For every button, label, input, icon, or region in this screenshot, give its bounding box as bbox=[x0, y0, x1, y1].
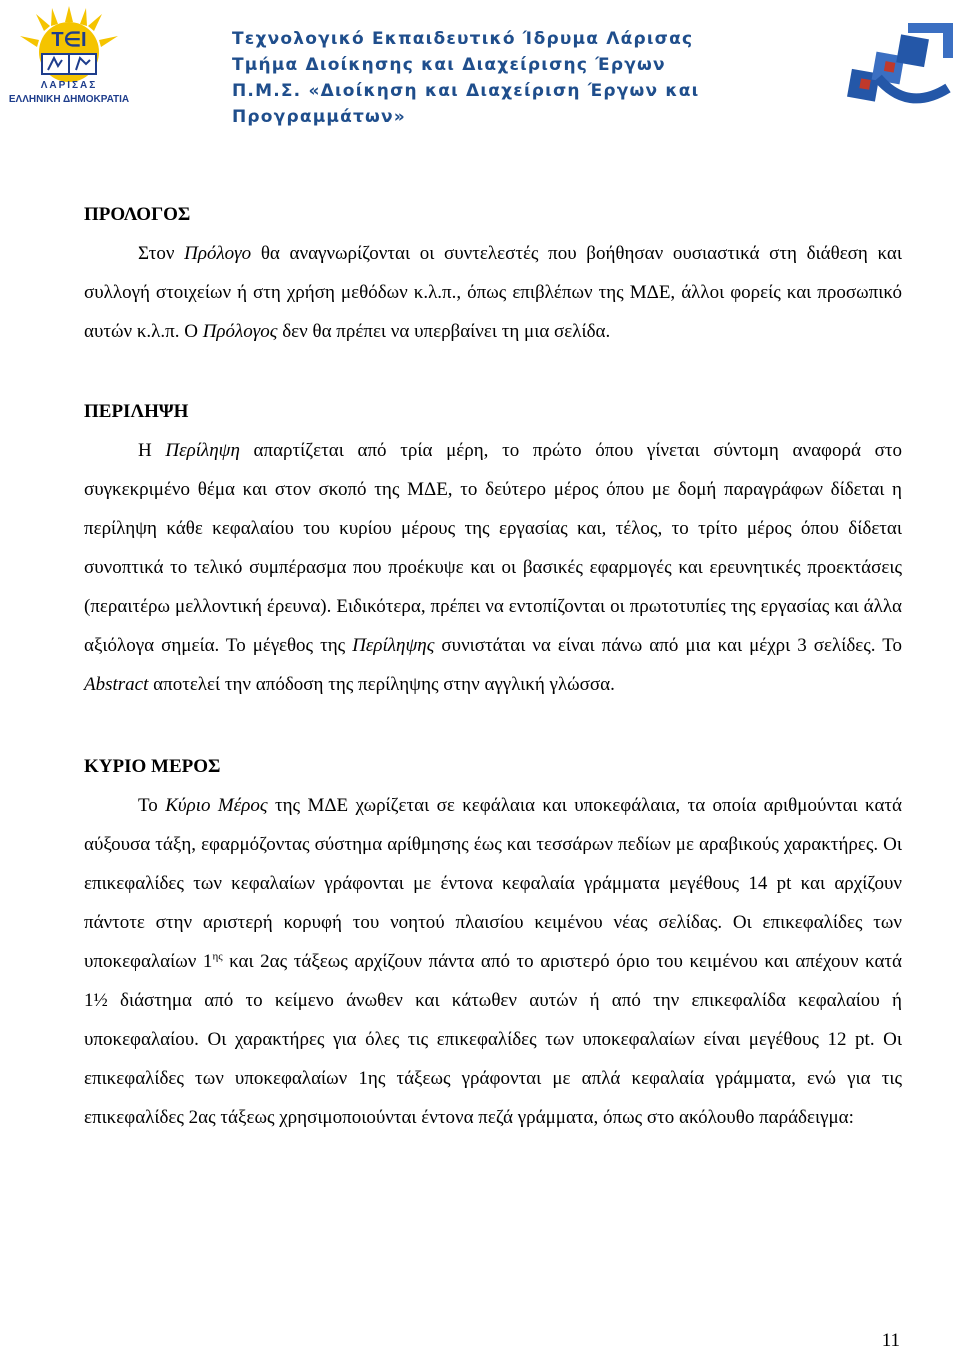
header-line-institution: Τεχνολογικό Εκπαιδευτικό Ίδρυμα Λάρισας bbox=[232, 29, 694, 49]
text-run: της ΜΔΕ χωρίζεται σε κεφάλαια και υποκεφάλαια, τα οποία αριθμούνται κατά αύξουσα τάξη, εφαρμόζοντας σύστημα αρίθμησης έως και τεσσάρων πεδίων με αραβικούς χαρακτήρες. Οι επικεφαλίδες των κεφαλαίων γράφονται με έντονα κεφαλαία γράμματα μεγέθους 14 pt και αρχίζουν πάντοτε στην αριστερή κορυφή του νοητού πλαισίου κειμένου νέας σελίδας. Οι επικεφαλίδες των υποκεφαλαίων 1 bbox=[84, 795, 902, 972]
text-run: απαρτίζεται από τρία μέρη, το πρώτο όπου γίνεται σύντομη αναφορά στο συγκεκριμένο θέμα και στον σκοπό της ΜΔΕ, το δεύτερο μέρος όπου με δομή παραγράφων δίδεται η περίληψη κάθε κεφαλαίου του κυρίου μέρους της εργασίας και, τέλος, το τρίτο μέρος όπου δίδεται συνοπτικά το τελικό συμπέρασμα που προέκυψε και οι βασικές εφαρμογές και ερευνητικές προεκτάσεις (περαιτέρω μελλοντική έρευνα). Ειδικότερα, πρέπει να εντοπίζονται οι πρωτοτυπίες της εργασίας και άλλα αξιόλογα σημεία. Το μέγεθος της bbox=[84, 440, 902, 656]
logo-caption-country: ΕΛΛΗΝΙΚΗ ΔΗΜΟΚΡΑΤΙΑ bbox=[8, 94, 130, 105]
section-title-summary: ΠΕΡΙΛΗΨΗ bbox=[84, 401, 189, 422]
header-line-program-cont: Προγραμμάτων» bbox=[232, 107, 406, 127]
text-run: και 2ας τάξεως αρχίζουν πάντα από το αριστερό όριο του κειμένου και απέχουν κατά 1½ διάστημα από το κείμενο άνωθεν και κάτωθεν αυτών ή από την επικεφαλίδα κεφαλαίου ή υποκεφαλαίου. Οι χαρακτήρες για όλες τις επικεφαλίδες των υποκεφαλαίων είναι μεγέθους 12 pt. Οι επικεφαλίδες των υποκεφαλαίων 1ης τάξεως γράφονται με απλά κεφαλαία γράμματα, ενώ για τις επικεφαλίδες 2ας τάξεως χρησιμοποιούνται έντονα πεζά γράμματα, όπως στο ακόλουθο παράδειγμα: bbox=[84, 951, 902, 1128]
svg-text:T∈I: T∈I bbox=[51, 29, 87, 51]
tei-logo-icon bbox=[6, 4, 132, 84]
department-logo-icon bbox=[818, 18, 958, 118]
italic-term: Πρόλογο bbox=[184, 243, 252, 264]
prologue-paragraph bbox=[84, 234, 902, 351]
header-line-department: Τμήμα Διοίκησης και Διαχείρισης Έργων bbox=[232, 55, 666, 75]
page-number: 11 bbox=[881, 1330, 900, 1351]
italic-term: Περίληψη bbox=[165, 440, 240, 461]
text-run: συνιστάται να είναι πάνω από μια και μέχρι 3 σελίδες. Το bbox=[434, 635, 902, 656]
section-title-prologue: ΠΡΟΛΟΓΟΣ bbox=[84, 204, 191, 225]
italic-term: Πρόλογος bbox=[202, 321, 278, 342]
main-part-paragraph bbox=[84, 786, 902, 1137]
text-run: θα αναγνωρίζονται οι συντελεστές που βοήθησαν ουσιαστικά στη διάθεση και συλλογή στοιχείων ή στη χρήση μεθόδων κ.λ.π., όπως επιβλέπων της ΜΔΕ, άλλοι φορείς και προσωπικό αυτών κ.λ.π. Ο bbox=[84, 243, 902, 342]
text-run: δεν θα πρέπει να υπερβαίνει τη μια σελίδα. bbox=[277, 321, 611, 342]
italic-term: Abstract bbox=[84, 674, 149, 695]
page-header bbox=[0, 0, 960, 130]
italic-term: Περίληψης bbox=[352, 635, 435, 656]
header-title-block bbox=[232, 26, 792, 130]
superscript: ης bbox=[212, 950, 223, 963]
text-run: Το bbox=[138, 795, 166, 816]
header-line-program: Π.Μ.Σ. «Διοίκηση και Διαχείριση Έργων και bbox=[232, 81, 700, 101]
text-run: Η bbox=[138, 440, 166, 461]
text-run: Στον bbox=[138, 243, 185, 264]
section-title-main-part: ΚΥΡΙΟ ΜΕΡΟΣ bbox=[84, 756, 221, 777]
tei-larissa-logo bbox=[6, 4, 132, 108]
summary-paragraph bbox=[84, 431, 902, 704]
department-logo bbox=[818, 18, 958, 118]
italic-term: Κύριο Μέρος bbox=[165, 795, 268, 816]
text-run: αποτελεί την απόδοση της περίληψης στην αγγλική γλώσσα. bbox=[148, 674, 615, 695]
document-body bbox=[84, 196, 902, 1137]
logo-caption-city: ΛΑΡΙΣΑΣ bbox=[40, 80, 98, 91]
